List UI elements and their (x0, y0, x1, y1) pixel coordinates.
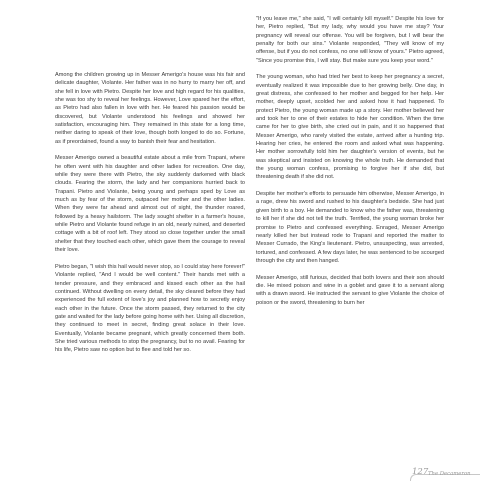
left-text-column (55, 71, 245, 363)
paragraph: Among the children growing up in Messer Amerigo's house was his fair and delicate daughter, Violante. Her father was in no hurry to marry her off, and she fell in love with Pietro. Despite her love and high regard for his qualities, she was too shy to reveal her feelings. However, Love spared her the effort, as Pietro had also fallen in love with her. He feared his passion would be discovered, but Violante understood his feelings and showed her satisfaction, encouraging him. They remained in this state for a long time, neither daring to speak of their love, though both longed to do so. Fortune, as if preordained, found a way to banish their fear and hesitation. (55, 72, 245, 145)
paragraph: Despite her mother's efforts to persuade him otherwise, Messer Amerigo, in a rage, drew his sword and rushed to his daughter's bedside. She had just given birth to a boy. He demanded to know who the father was, threatening to kill her if she did not tell the truth. Terrified, the young woman broke her promise to Pietro and confessed everything. Enraged, Messer Amerigo nearly killed her but instead rode to Trapani and reported the matter to Messer Currado, the King's lieutenant. Pietro, unsuspecting, was arrested, tortured, and confessed. A few days later, he was sentenced to be scourged through the city and then hanged. (256, 191, 444, 264)
paragraph: "If you leave me," she said, "I will certainly kill myself." Despite his love for her, Pietro replied, "But my lady, why would you have me stay? Your pregnancy will reveal our offense. You will be forgiven, but I will bear the penalty for both our sins." Violante responded, "They will know of my offense, but if you do not confess, no one will know of yours." Pietro agreed, "Since you promise this, I will stay. But make sure you keep your word." (256, 16, 444, 64)
page-number: 127 (412, 467, 429, 477)
running-footer-title: The Decameron (428, 471, 471, 477)
paragraph: The young woman, who had tried her best to keep her pregnancy a secret, eventually realized it was impossible due to her growing belly. One day, in great distress, she confessed to her mother and begged for her help. Her mother, deeply upset, scolded her and asked how it had happened. To protect Pietro, the young woman made up a story. Her mother believed her and took her to one of their estates to hide her condition. When the time came for her to give birth, she cried out in pain, and it so happened that Messer Amerigo, who rarely visited the estate, arrived after a hunting trip. Hearing her cries, he entered the room and asked what was happening. Her mother sorrowfully told him her daughter's version of events, but he was skeptical and insisted on knowing the whole truth. He demanded that the young woman confess, promising to forgive her if she did, but threatening death if she did not. (256, 74, 444, 181)
paragraph: Pietro began, "I wish this hail would never stop, so I could stay here forever!" Violante replied, "And I would be well content." Their hands met with a tender pressure, and they embraced and kissed each other as the hail continued. Without dwelling on every detail, the sky cleared before they had experienced the full extent of love's joy and planned how to secretly enjoy each other in the future. Once the storm passed, they returned to the city gate and waited for the lady before going home with her. Using all discretion, they continued to meet in secret, finding great solace in their love. Eventually, Violante became pregnant, which greatly concerned them both. She tried various methods to stop the pregnancy, but to no avail. Fearing for his life, Pietro saw no option but to flee and told her so. (55, 263, 245, 354)
page-footer (412, 467, 471, 482)
paragraph: Messer Amerigo owned a beautiful estate about a mile from Trapani, where he often went with his daughter and other ladies for recreation. One day, while they were there with Pietro, the sky suddenly darkened with black clouds. Fearing the storm, the lady and her companions hurried back to Trapani. Pietro and Violante, being young and perhaps sped by Love as much as by fear of the storm, outpaced her mother and the other ladies. When they were far ahead and almost out of sight, the thunder roared, followed by a heavy hailstorm. The lady sought shelter in a farmer's house, while Pietro and Violante found refuge in an old, nearly ruined, and deserted cottage with a bit of roof left. They stood so close together under the small shelter that they touched each other, which gave them the courage to reveal their love. (55, 155, 245, 254)
paragraph: Messer Amerigo, still furious, decided that both lovers and their son should die. He mixed poison and wine in a goblet and gave it to a servant along with a drawn sword. He instructed the servant to give Violante the choice of poison or the sword, threatening to burn her (256, 274, 444, 306)
right-text-column (256, 15, 444, 315)
